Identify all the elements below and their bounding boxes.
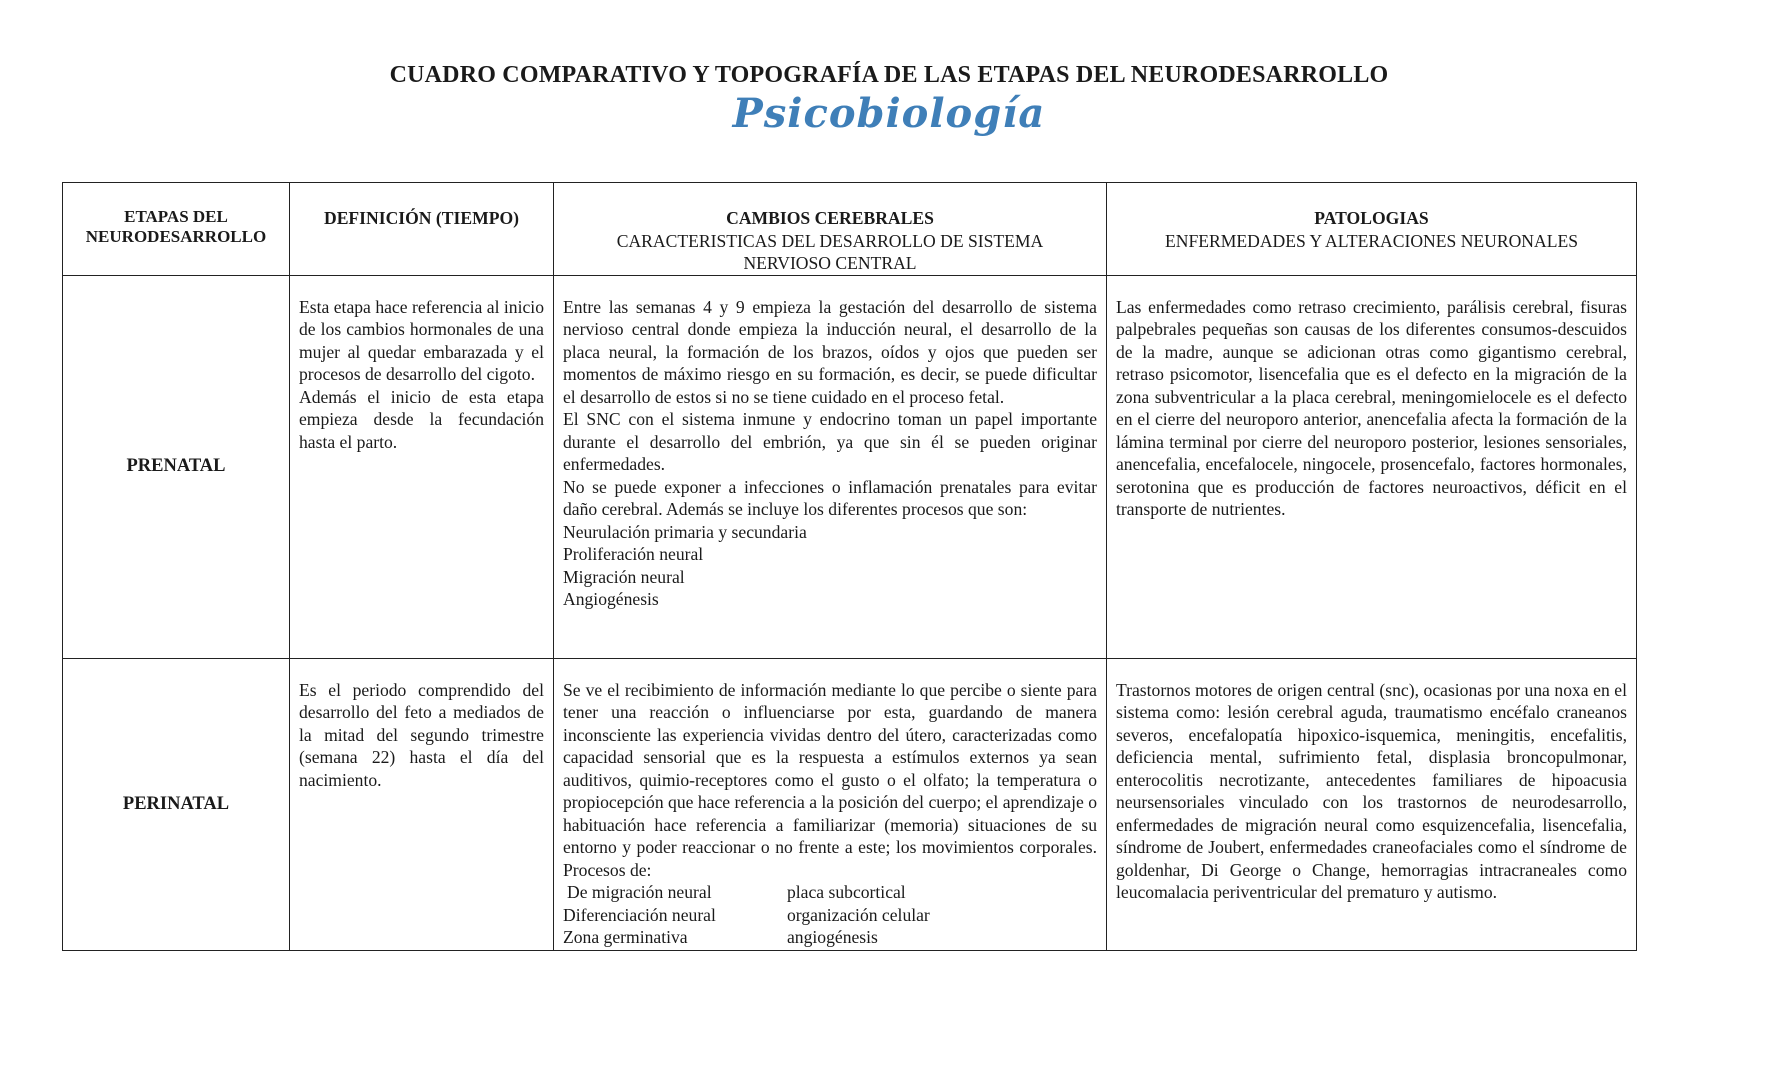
list-item: Migración neural: [563, 566, 685, 587]
changes-cell: Se ve el recibimiento de información mediante lo que percibe o siente para tener una reacción o influenciarse por esta, guardando de manera inconsciente las experiencia vividas dentro del útero, caracterizadas como capacidad sensorial que es la respuesta a estímulos externos ya sean auditivos, quimio-receptores como el gusto o el olfato; la temperatura o propiocepción que hace referencia a la posición del cuerpo; el aprendizaje o habituación hace referencia a familiarizar (memoria) situaciones de su entorno y poder reaccionar o no frente a este; los movimientos corporales. Procesos de: De migración neural placa subcortical Diferenciación neural organización celular Zona germinativa angiogénesis: [554, 658, 1107, 950]
pathologies-cell: Las enfermedades como retraso crecimiento, parálisis cerebral, fisuras palpebrales pequeñas son causas de los diferentes consumos-descuidos de la madre, aunque se adicionan otras como gigantismo cerebral, retraso psicomotor, lisencefalia que es el defecto en la migración de la zona subventricular a la placa cerebral, meningomielocele es el defecto en el cierre del neuroporo anterior, anencefalia afecta la formación de la lámina terminal por cierre del neuroporo posterior, lesiones sensoriales, anencefalia, encefalocele, ningocele, prosencefalo, factores hormonales, serotonina que es producción de factores neuroactivos, déficit en el transporte de nutrientes.: [1107, 275, 1637, 658]
header-pathologies-subtitle: ENFERMEDADES Y ALTERACIONES NEURONALES: [1165, 230, 1578, 251]
definition-cell: Es el periodo comprendido del desarrollo del feto a mediados de la mitad del segundo trimestre (semana 22) hasta el día del nacimiento.: [290, 658, 554, 950]
stage-label: PERINATAL: [63, 658, 290, 950]
document-title: CUADRO COMPARATIVO Y TOPOGRAFÍA DE LAS ETAPAS DEL NEURODESARROLLO: [389, 62, 1389, 88]
header-changes-subtitle: CARACTERISTICAS DEL DESARROLLO DE SISTEMA NERVIOSO CENTRAL: [616, 230, 1044, 273]
list-item: Proliferación neural: [563, 544, 704, 564]
table-header-row: [63, 183, 1637, 276]
document-subtitle: Psicobiología: [732, 90, 1046, 137]
header-stages: ETAPAS DEL NEURODESARROLLO: [63, 183, 290, 276]
header-definition: DEFINICIÓN (TIEMPO): [290, 183, 554, 276]
changes-cell: Entre las semanas 4 y 9 empieza la gestación del desarrollo de sistema nervioso central donde empieza la inducción neural, el desarrollo de la placa neural, la formación de los brazos, oídos y ojos que pueden ser momentos de máximo riesgo en su formación, es decir, se puede dificultar el desarrollo de estos si no se tiene cuidado en el proceso fetal. El SNC con el sistema inmune y endocrino toman un papel importante durante el desarrollo del embrión, ya que sin él se pueden originar enfermedades. No se puede exponer a infecciones o inflamación prenatales para evitar daño cerebral. Además se incluye los diferentes procesos que son: Neurulación primaria y secundaria Proliferación neural Migración neural Angiogénesis: [554, 275, 1107, 658]
list-item: Angiogénesis: [563, 589, 659, 609]
list-item: Diferenciación neural organización celular: [563, 904, 930, 925]
comparison-table: [62, 182, 1637, 951]
process-list: [563, 521, 1097, 611]
table-row: [63, 275, 1637, 658]
list-item: Neurulación primaria y secundaria: [563, 521, 807, 542]
list-item: Zona germinativa angiogénesis: [563, 927, 878, 947]
list-item: De migración neural placa subcortical: [567, 882, 906, 902]
table-row: [63, 658, 1637, 950]
definition-cell: Esta etapa hace referencia al inicio de los cambios hormonales de una mujer al quedar embarazada y el procesos de desarrollo del cigoto. Además el inicio de esta etapa empieza desde la fecundación hasta el parto.: [290, 275, 554, 658]
process-list: [563, 881, 1097, 949]
stage-label: PRENATAL: [63, 275, 290, 658]
header-pathologies: PATOLOGIAS ENFERMEDADES Y ALTERACIONES NEURONALES: [1107, 183, 1637, 276]
header-changes: CAMBIOS CEREBRALES CARACTERISTICAS DEL DESARROLLO DE SISTEMA NERVIOSO CENTRAL: [554, 183, 1107, 276]
pathologies-cell: Trastornos motores de origen central (snc), ocasionas por una noxa en el sistema como: lesión cerebral aguda, traumatismo encéfalo craneanos severos, encefalopatía hipoxico-isquemica, meningitis, encefalitis, deficiencia mental, sufrimiento fetal, displasia broncopulmonar, enterocolitis necrotizante, antecedentes familiares de hipoacusia neursensoriales vinculado con los trastornos de neurodesarrollo, enfermedades de migración neural como esquizencefalia, lisencefalia, síndrome de Joubert, enfermedades craneofaciales como el síndrome de goldenhar, Di George o Change, hemorragias intracraneales como leucomalacia periventricular del prematuro y autismo.: [1107, 658, 1637, 950]
